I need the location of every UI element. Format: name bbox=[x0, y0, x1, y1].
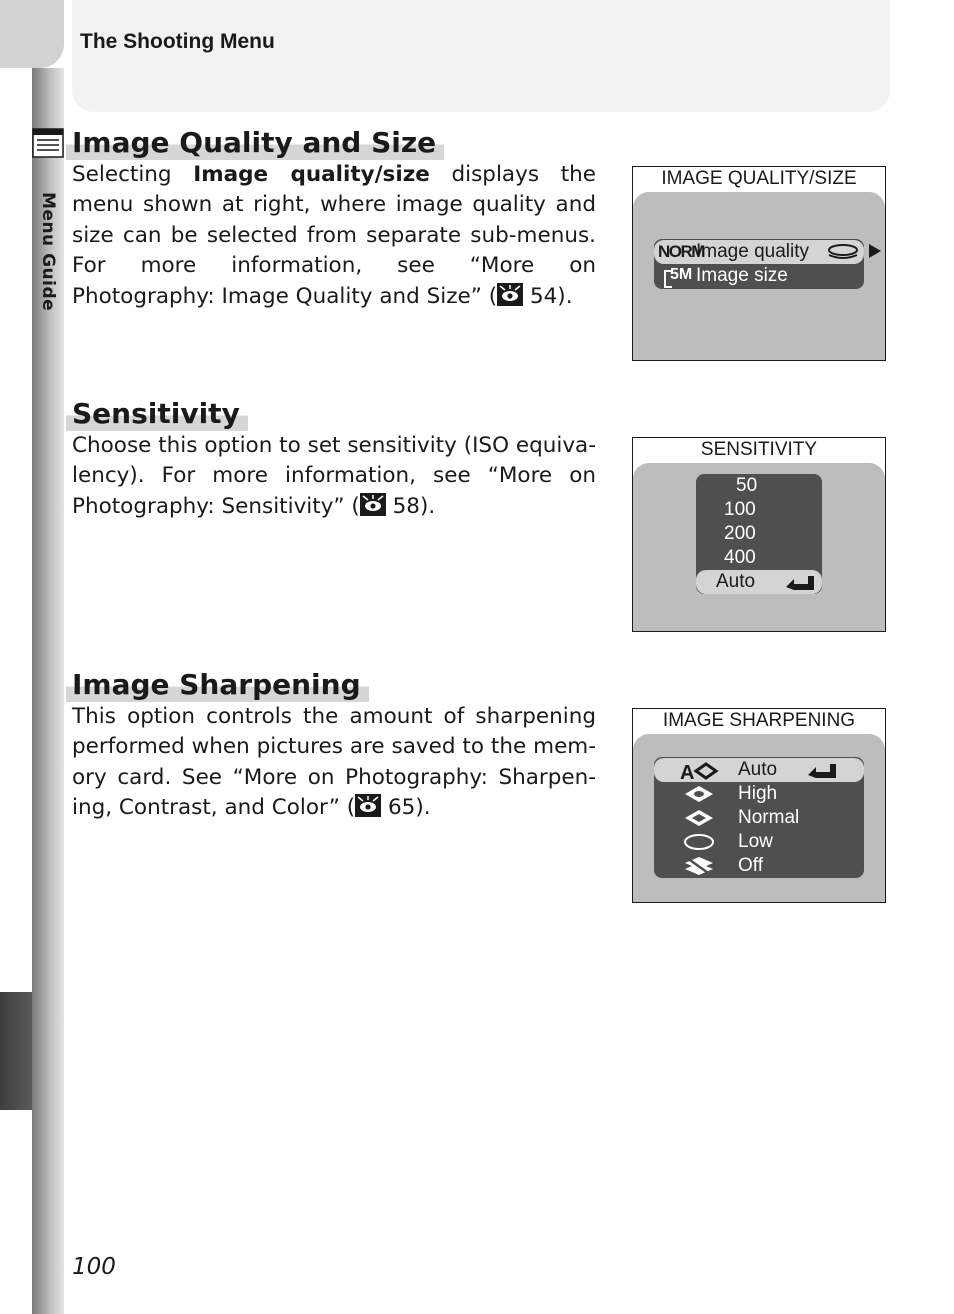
menu-item-image-size[interactable] bbox=[654, 264, 864, 288]
auto-sharpening-icon bbox=[680, 760, 720, 782]
quality-badge: NORM bbox=[658, 242, 704, 261]
heading-image-sharpening: Image Sharpening bbox=[66, 670, 369, 702]
heading-image-quality-size: Image Quality and Size bbox=[66, 128, 444, 160]
menu-item-label: Image quality bbox=[696, 241, 810, 262]
size-badge: 5M bbox=[670, 266, 693, 283]
menu-item-sharpening-low[interactable]: Low bbox=[654, 830, 864, 854]
low-sharpening-icon bbox=[682, 832, 716, 852]
screen-title: IMAGE QUALITY/SIZE bbox=[661, 168, 857, 189]
svg-text:A: A bbox=[680, 762, 695, 782]
side-section-marker bbox=[0, 992, 32, 1110]
return-arrow-icon bbox=[784, 574, 816, 591]
menu-box bbox=[654, 757, 864, 878]
screen-body bbox=[633, 192, 885, 360]
menu-item-sharpening-auto[interactable]: A Auto bbox=[654, 758, 864, 782]
screen-title: SENSITIVITY bbox=[700, 439, 818, 460]
header-band bbox=[72, 0, 890, 112]
screen-image-quality-size bbox=[632, 166, 886, 361]
menu-item-iso[interactable]: 400 bbox=[724, 547, 756, 568]
screen-title: IMAGE SHARPENING bbox=[662, 710, 856, 731]
screen-body bbox=[633, 463, 885, 631]
menu-item-label: Image size bbox=[696, 265, 788, 286]
sidebar-label: Menu Guide bbox=[38, 192, 58, 312]
menu-item-sharpening-high[interactable]: High bbox=[654, 782, 864, 806]
shooting-menu-icon bbox=[32, 128, 64, 158]
heading-sensitivity: Sensitivity bbox=[66, 399, 248, 431]
screen-sensitivity bbox=[632, 437, 886, 632]
off-sharpening-icon bbox=[682, 855, 716, 877]
menu-item-image-quality[interactable] bbox=[654, 240, 864, 264]
menu-box bbox=[654, 239, 864, 289]
page-number: 100 bbox=[72, 1254, 116, 1280]
screen-image-sharpening bbox=[632, 708, 886, 903]
menu-item-sharpening-normal[interactable]: Normal bbox=[654, 806, 864, 830]
reference-book-icon bbox=[355, 794, 381, 817]
size-bracket-icon bbox=[664, 270, 672, 288]
bold-term-image-quality-size: Image quality/size bbox=[193, 162, 430, 187]
right-triangle-icon[interactable] bbox=[868, 243, 882, 259]
high-sharpening-icon bbox=[682, 784, 716, 804]
text-image-sharpening: This option controls the amount of sharpening performed when pictures are saved to the mem-ory card. See “More on Photography: Sharpen-ing, Contrast, and Color” ( 65). bbox=[72, 704, 596, 821]
menu-item-iso[interactable]: 50 bbox=[736, 475, 758, 496]
menu-item-sharpening-off[interactable]: Off bbox=[654, 854, 864, 878]
text-sensitivity: Choose this option to set sensitivity (ISO equiva-lency). For more information, see “More on Photography: Sensitivity” ( 58). bbox=[72, 433, 596, 519]
menu-box bbox=[696, 474, 822, 594]
normal-sharpening-icon bbox=[682, 808, 716, 828]
screen-body bbox=[633, 734, 885, 902]
corner-tab bbox=[0, 0, 64, 68]
return-arrow-icon bbox=[806, 762, 838, 779]
text-image-quality-size: Selecting Image quality/size displays the menu shown at right, where image quality and size can be selected from separate sub-menus. For more information, see “More on Photography: Image Quality and Size” ( 54). bbox=[72, 162, 596, 309]
menu-item-iso-auto[interactable]: Auto bbox=[696, 570, 822, 594]
quality-stars-icon bbox=[826, 243, 860, 261]
reference-book-icon bbox=[497, 283, 523, 306]
menu-item-iso[interactable]: 100 bbox=[724, 499, 756, 520]
menu-item-iso[interactable]: 200 bbox=[724, 523, 756, 544]
reference-book-icon bbox=[360, 493, 386, 516]
page-header-title: The Shooting Menu bbox=[80, 30, 275, 53]
